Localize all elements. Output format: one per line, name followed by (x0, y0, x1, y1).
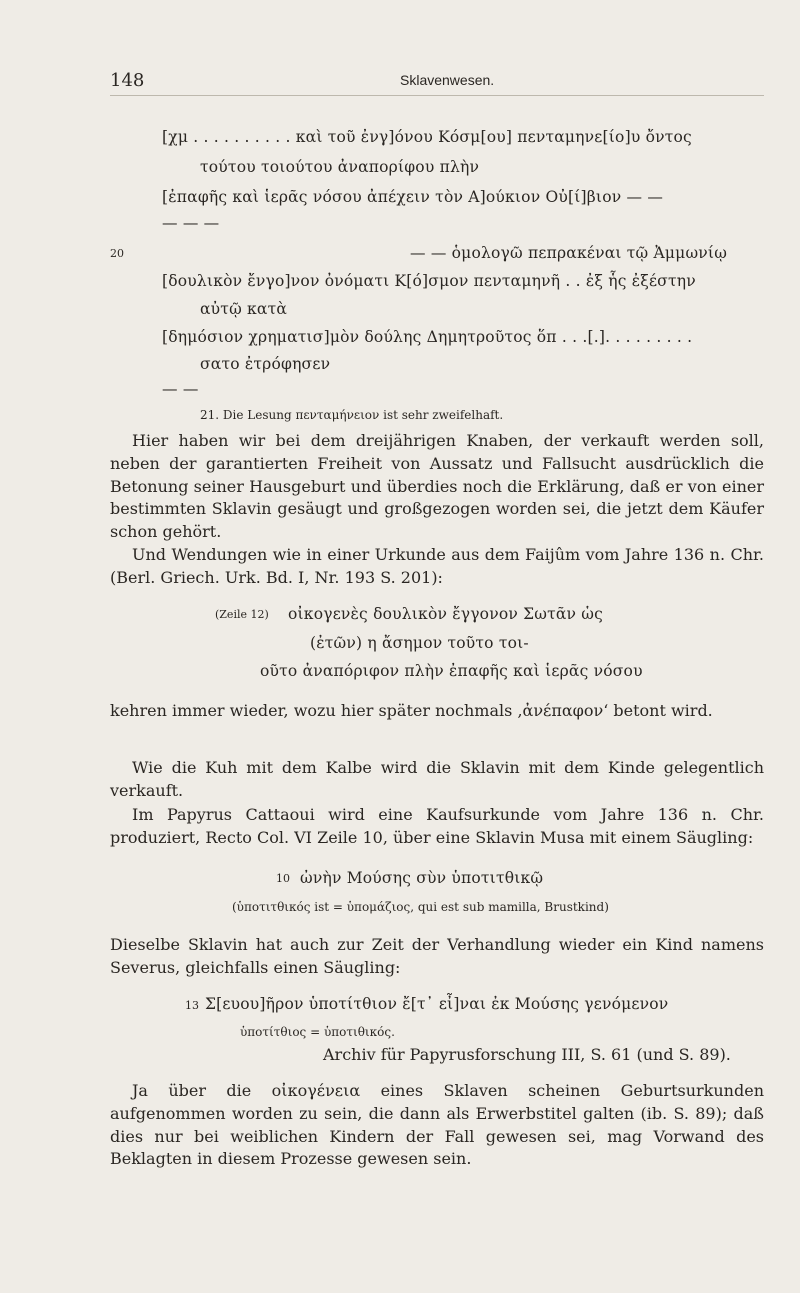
running-title: Sklavenwesen. (400, 72, 495, 88)
greek-footnote: 21. Die Lesung πενταμήνειον ist sehr zweifelhaft. (200, 408, 504, 422)
paragraph-4: Wie die Kuh mit dem Kalbe wird die Sklavin mit dem Kinde gelegentlich verkauft. (110, 758, 764, 800)
quote-3-text: Σ[ευου]ῆρον ὑποτίτθιον ἔ[τ᾽ εἶ]ναι ἐκ Μούσης γενόμενον (205, 995, 669, 1013)
greek-line-4: — — — (162, 214, 220, 232)
quote-3-line-number: 13 (185, 999, 199, 1012)
greek-line-3: [ἐπαφῆς καὶ ἱερᾶς νόσου ἀπέχειν τὸν Α]ούκιον Οὐ[ί]βιον — — (162, 188, 664, 206)
greek-line-7: αὐτῷ κατὰ (200, 300, 288, 318)
paragraph-1: Hier haben wir bei dem dreijährigen Knaben, der verkauft werden soll, neben der garantierten Freiheit von Aussatz und Fallsucht ausdrücklich die Betonung seiner Hausgeburt und überdies noch die Erklärung, daß er von einer bestimmten Sklavin gesäugt und großgezogen worden sei, die jetzt dem Käufer schon gehört. (110, 431, 764, 542)
quote-1-line-2: (ἐτῶν) η ἄσημον τοῦτο τοι- (310, 634, 529, 652)
greek-line-5: — — ὁμολογῶ πεπρακέναι τῷ Ἀμμωνίῳ (410, 244, 728, 262)
greek-line-number: 20 (110, 247, 124, 260)
quote-1-label: (Zeile 12) (215, 608, 269, 621)
page-number: 148 (110, 70, 145, 91)
greek-line-8: [δημόσιον χρηματισ]μὸν δούλης Δημητροῦτος ὅπ . . .[.]. . . . . . . . . (162, 328, 693, 346)
greek-line-1: [χμ . . . . . . . . . . καὶ τοῦ ἐνγ]όνου Κόσμ[ου] πενταμηνε[ίο]υ ὄντος (162, 128, 692, 146)
quote-1-line-3: οῦτο ἀναπόριφον πλὴν ἐπαφῆς καὶ ἱερᾶς νόσου (260, 662, 643, 680)
greek-line-10: — — (162, 380, 199, 398)
greek-line-6: [δουλικὸν ἔνγο]νον ὀνόματι Κ[ό]σμον πενταμηνῆ . . ἐξ ἧς ἐξέστην (162, 272, 696, 290)
quote-2-gloss: (ὑποτιτθικός ist = ὑπομάζιος, qui est sub mamilla, Brustkind) (232, 900, 609, 914)
quote-3-gloss: ὑποτίτθιος = ὑποτιθικός. (240, 1025, 395, 1039)
paragraph-6: Dieselbe Sklavin hat auch zur Zeit der Verhandlung wieder ein Kind namens Severus, gleichfalls einen Säugling: (110, 935, 764, 977)
header-rule (110, 95, 764, 96)
paragraph-2: Und Wendungen wie in einer Urkunde aus dem Faijûm vom Jahre 136 n. Chr. (Berl. Griech. Urk. Bd. I, Nr. 193 S. 201): (110, 545, 764, 587)
paragraph-7: Ja über die οἰκογένεια eines Sklaven scheinen Geburtsurkunden aufgenommen worden zu sein, die dann als Erwerbstitel galten (ib. S. 89); daß dies nur bei weiblichen Kindern der Fall gewesen sei, mag Vorwand des Beklagten in diesem Prozesse gewesen sein. (110, 1081, 764, 1169)
paragraph-3: kehren immer wieder, wozu hier später nochmals ‚ἀνέπαφον‘ betont wird. (110, 701, 713, 720)
greek-line-2: τούτου τοιούτου ἀναπορίφου πλὴν (200, 158, 480, 176)
quote-1-line-1: οἰκογενὲς δουλικὸν ἔγγονον Σωτᾶν ὡς (288, 605, 604, 623)
quote-2-text: ὠνὴν Μούσης σὺν ὑποτιτθικῷ (300, 869, 544, 887)
greek-line-9: σατο ἐτρόφησεν (200, 355, 331, 373)
quote-3-reference: Archiv für Papyrusforschung III, S. 61 (und S. 89). (323, 1045, 731, 1064)
paragraph-5: Im Papyrus Cattaoui wird eine Kaufsurkunde vom Jahre 136 n. Chr. produziert, Recto Col. VI Zeile 10, über eine Sklavin Musa mit einem Säugling: (110, 805, 764, 847)
quote-2-line-number: 10 (276, 872, 290, 885)
